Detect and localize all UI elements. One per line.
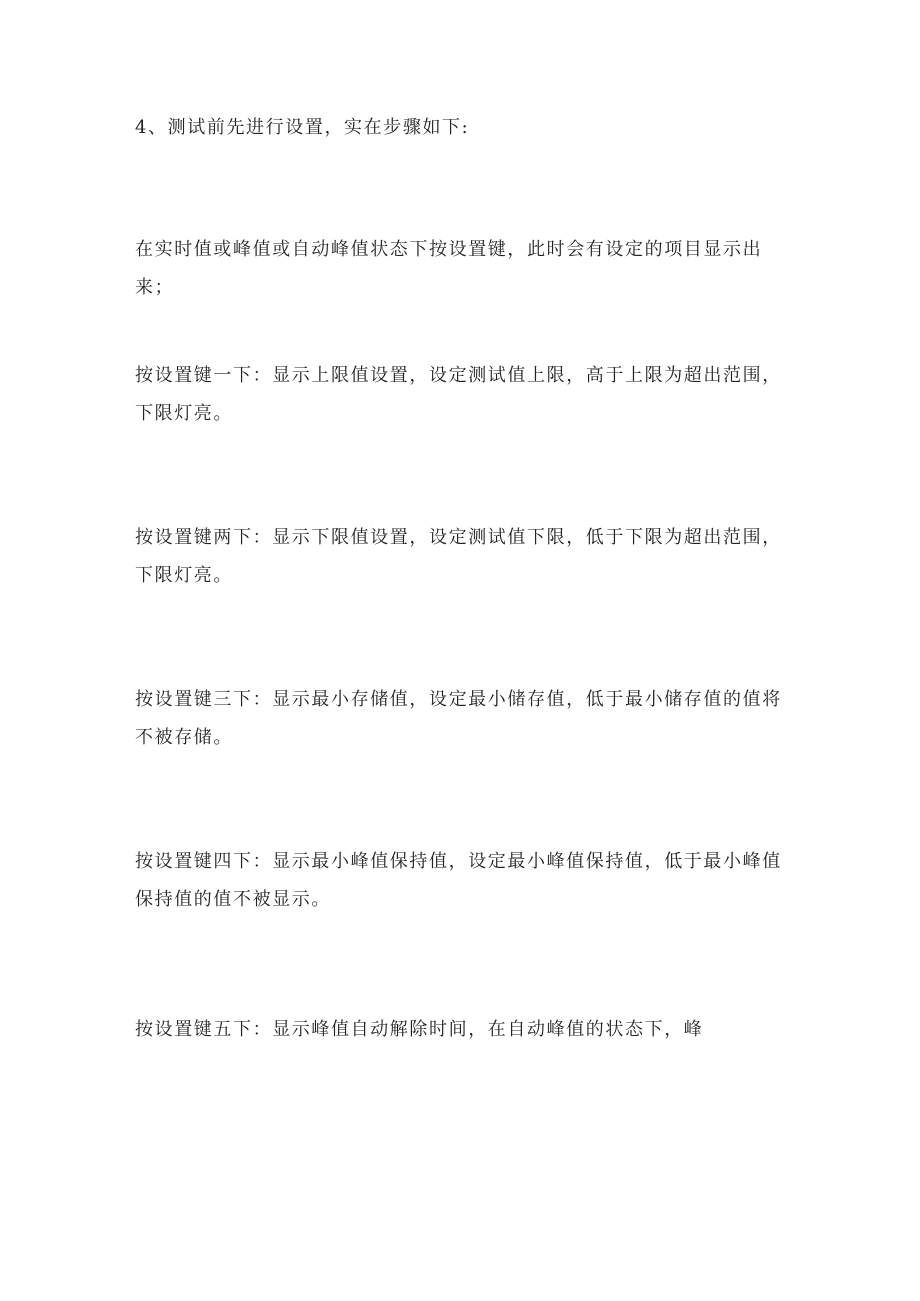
step-heading: 4、测试前先进行设置，实在步骤如下: bbox=[135, 117, 470, 138]
intro-paragraph: 在实时值或峰值或自动峰值状态下按设置键，此时会有设定的项目显示出来； bbox=[135, 239, 763, 298]
setting-step-3: 按设置键三下：显示最小存储值，设定最小储存值，低于最小储存值的值将不被存储。 bbox=[135, 689, 782, 748]
setting-step-2: 按设置键两下：显示下限值设置，设定测试值下限，低于下限为超出范围，下限灯亮。 bbox=[135, 527, 782, 586]
setting-step-5: 按设置键五下：显示峰值自动解除时间，在自动峰值的状态下，峰 bbox=[135, 1019, 704, 1040]
setting-step-1: 按设置键一下：显示上限值设置，设定测试值上限，高于上限为超出范围，下限灯亮。 bbox=[135, 365, 782, 424]
setting-step-4: 按设置键四下：显示最小峰值保持值，设定最小峰值保持值，低于最小峰值保持值的值不被显示。 bbox=[135, 851, 782, 910]
